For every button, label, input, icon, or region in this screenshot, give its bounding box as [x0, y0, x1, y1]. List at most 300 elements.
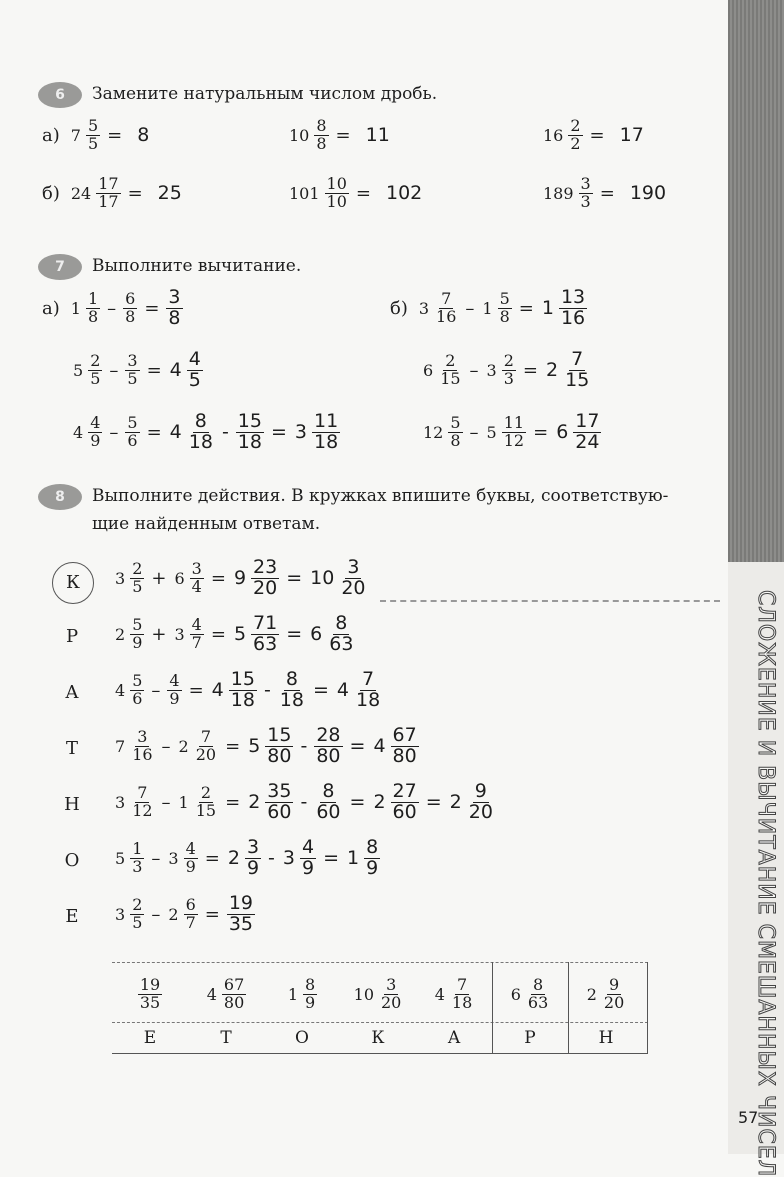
numerator: 19	[139, 974, 161, 994]
handwritten-answer	[167, 350, 205, 391]
mixed-number	[276, 670, 308, 711]
numerator: 3	[246, 836, 260, 858]
table-cell-value	[264, 966, 340, 1022]
denominator: 5	[132, 912, 143, 932]
fraction	[467, 782, 495, 823]
whole-part: 2	[227, 847, 240, 870]
answer-letter-circle: А	[65, 682, 79, 703]
denominator: 24	[575, 430, 600, 453]
operator: =	[146, 421, 162, 443]
denominator: 8	[450, 430, 461, 450]
task8-item	[112, 726, 421, 767]
denominator: 63	[253, 632, 278, 655]
task8-item	[112, 614, 357, 655]
fraction	[187, 350, 203, 391]
whole-part: 101	[289, 183, 320, 203]
numerator: 35	[267, 780, 292, 802]
whole-part: 1	[178, 792, 189, 812]
denominator: 35	[139, 992, 161, 1012]
operator: =	[533, 421, 549, 443]
fraction	[314, 118, 328, 153]
whole-part: 4	[206, 984, 217, 1004]
fraction	[434, 291, 458, 326]
fraction	[327, 614, 355, 655]
numerator: 7	[441, 289, 452, 309]
denominator: 17	[98, 191, 119, 211]
fraction	[563, 350, 591, 391]
fraction	[86, 118, 100, 153]
operator: =	[599, 182, 615, 204]
whole-part: 5	[233, 623, 247, 646]
table-cell-letter: А	[447, 1028, 461, 1048]
numerator: 67	[223, 974, 245, 994]
fraction	[184, 897, 198, 932]
whole-part: 6	[556, 421, 569, 444]
denominator: 18	[279, 688, 304, 711]
fraction	[96, 176, 120, 211]
operator: –	[161, 791, 171, 813]
mixed-number	[553, 412, 603, 453]
task7-item-b3	[420, 412, 603, 453]
task8-title-line1: Выполните действия. В кружках впишите буквы, соответствую-	[92, 486, 669, 506]
fraction	[559, 288, 587, 329]
numerator: 2	[503, 351, 514, 371]
fraction	[579, 176, 593, 211]
operator: –	[151, 847, 161, 869]
operator: =	[127, 182, 143, 204]
whole-part: 1	[70, 298, 81, 318]
denominator: 15	[440, 368, 461, 388]
table-cell-value	[340, 966, 416, 1022]
fraction	[184, 841, 198, 876]
numerator: 8	[322, 780, 335, 802]
denominator: 5	[132, 576, 143, 596]
denominator: 80	[316, 744, 341, 767]
mixed-number	[171, 561, 205, 596]
operator: =	[323, 847, 339, 870]
fraction	[130, 841, 144, 876]
fraction	[303, 974, 317, 1012]
denominator: 20	[253, 576, 278, 599]
mixed-number	[312, 782, 344, 823]
mixed-number	[484, 415, 529, 450]
numerator: 7	[456, 974, 468, 994]
numerator: 8	[285, 668, 298, 690]
denominator: 3	[132, 856, 143, 876]
mixed-number	[112, 841, 146, 876]
denominator: 6	[132, 688, 143, 708]
denominator: 80	[392, 744, 417, 767]
whole-part: 4	[169, 421, 182, 444]
numerator: 10	[326, 174, 347, 193]
denominator: 16	[132, 744, 153, 764]
numerator: 2	[570, 116, 581, 135]
numerator: 5	[87, 116, 99, 135]
divider-dashed	[380, 600, 720, 602]
operator: -	[300, 791, 308, 814]
fraction	[130, 673, 144, 708]
numerator: 8	[366, 836, 379, 858]
fraction	[312, 412, 340, 453]
mixed-number	[286, 176, 351, 211]
row-label: а)	[42, 124, 60, 146]
mixed-number	[307, 614, 357, 655]
operator: –	[161, 735, 171, 757]
denominator: 9	[169, 688, 180, 708]
numerator: 3	[127, 351, 138, 371]
denominator: 9	[246, 856, 260, 879]
whole-part: 6	[310, 623, 323, 646]
operator: =	[204, 847, 220, 869]
denominator: 7	[185, 912, 196, 932]
numerator: 4	[169, 671, 180, 691]
task8-item	[112, 782, 497, 823]
mixed-number	[539, 288, 589, 329]
operator: =	[107, 124, 123, 146]
numerator: 4	[301, 836, 315, 858]
fraction	[236, 412, 264, 453]
fraction	[251, 558, 279, 599]
numerator: 9	[608, 974, 620, 994]
fraction	[88, 353, 102, 388]
fraction	[138, 974, 162, 1012]
whole-part: 12	[423, 422, 444, 442]
handwritten-solution	[245, 782, 497, 823]
operator: =	[355, 182, 371, 204]
numerator: 7	[571, 348, 584, 370]
mixed-number	[112, 785, 157, 820]
numerator: 7	[200, 727, 211, 747]
denominator: 18	[314, 430, 339, 453]
numerator: 8	[194, 410, 207, 432]
fraction	[568, 118, 582, 153]
mixed-number	[540, 118, 585, 153]
mixed-number	[176, 729, 221, 764]
whole-part: 4	[434, 984, 445, 1004]
numerator: 13	[560, 286, 586, 308]
whole-part: 2	[168, 904, 179, 924]
denominator: 6	[127, 430, 138, 450]
fraction	[502, 415, 526, 450]
denominator: 18	[230, 688, 255, 711]
mixed-number	[171, 617, 205, 652]
fraction	[502, 353, 516, 388]
whole-part: 6	[423, 360, 434, 380]
mixed-number	[225, 894, 257, 935]
operator: =	[425, 791, 442, 814]
answer-table	[112, 962, 648, 1054]
denominator: 9	[301, 856, 315, 879]
denominator: 5	[188, 368, 201, 391]
handwritten-solution	[245, 726, 421, 767]
denominator: 8	[316, 133, 327, 153]
mixed-number	[136, 974, 164, 1012]
operator: =	[188, 679, 204, 701]
row-label: б)	[42, 182, 60, 204]
denominator: 60	[316, 800, 341, 823]
mixed-number	[484, 353, 518, 388]
mixed-number	[112, 617, 146, 652]
table-cell-value	[112, 966, 188, 1022]
mixed-number	[164, 288, 184, 329]
operator: +	[151, 567, 167, 589]
table-cell-value	[188, 966, 264, 1022]
mixed-number	[292, 412, 342, 453]
operator: -	[268, 847, 275, 870]
mixed-number	[312, 726, 344, 767]
page-number: 57	[738, 1108, 759, 1127]
task-number-6: 6	[38, 82, 82, 108]
answer-letter-circle: Е	[65, 906, 79, 927]
task8-item	[112, 838, 382, 879]
fraction	[190, 617, 204, 652]
denominator: 18	[237, 430, 262, 453]
fraction	[602, 974, 626, 1012]
fraction	[498, 291, 512, 326]
fraction	[229, 670, 257, 711]
denominator: 63	[329, 632, 354, 655]
numerator: 3	[168, 286, 181, 308]
numerator: 1	[132, 839, 143, 859]
fraction	[573, 412, 601, 453]
denominator: 20	[468, 800, 493, 823]
fraction	[130, 785, 154, 820]
row-label: а)	[42, 297, 60, 319]
denominator: 16	[560, 306, 586, 329]
operator: –	[469, 359, 479, 381]
handwritten-answer	[164, 288, 184, 329]
mixed-number	[204, 974, 249, 1012]
whole-part: 3	[294, 421, 307, 444]
mixed-number	[112, 729, 157, 764]
mixed-number	[508, 974, 553, 1012]
denominator: 4	[191, 576, 202, 596]
whole-part: 5	[115, 848, 126, 868]
numerator: 2	[132, 895, 143, 915]
denominator: 20	[381, 992, 402, 1012]
fraction	[314, 726, 342, 767]
whole-part: 3	[486, 360, 497, 380]
operator: -	[300, 735, 308, 758]
denominator: 9	[366, 856, 379, 879]
fraction	[300, 838, 316, 879]
table-cell-letter: Т	[220, 1028, 232, 1048]
denominator: 5	[127, 368, 138, 388]
numerator: 8	[532, 974, 544, 994]
operator: –	[151, 903, 161, 925]
handwritten-answer	[167, 412, 343, 453]
answer-letter-circle: Н	[64, 794, 80, 815]
fraction	[438, 353, 462, 388]
fraction	[123, 291, 137, 326]
fraction	[130, 561, 144, 596]
operator: -	[263, 679, 271, 702]
operator: =	[210, 567, 226, 589]
mixed-number	[167, 412, 217, 453]
mixed-number	[231, 558, 281, 599]
whole-part: 6	[510, 984, 521, 1004]
operator: –	[465, 297, 475, 319]
fraction	[364, 838, 380, 879]
numerator: 6	[185, 895, 196, 915]
whole-part: 3	[115, 904, 126, 924]
denominator: 9	[132, 632, 143, 652]
mixed-number	[432, 974, 477, 1012]
numerator: 4	[185, 839, 196, 859]
fraction	[265, 782, 293, 823]
handwritten-solution	[231, 558, 370, 599]
numerator: 17	[98, 174, 119, 193]
whole-part: 2	[248, 791, 261, 814]
handwritten-answer	[539, 288, 589, 329]
fraction	[325, 176, 349, 211]
mixed-number	[245, 782, 295, 823]
mixed-number	[245, 726, 295, 767]
numerator: 27	[392, 780, 417, 802]
denominator: 9	[90, 430, 101, 450]
mixed-number	[334, 670, 384, 711]
denominator: 16	[436, 306, 457, 326]
mixed-number	[165, 673, 183, 708]
denominator: 8	[168, 306, 181, 329]
mixed-number	[123, 353, 141, 388]
whole-part: 1	[541, 297, 554, 320]
operator: +	[151, 623, 167, 645]
table-cell-value	[416, 966, 492, 1022]
task6-item	[286, 176, 422, 211]
table-cell-letter: О	[295, 1028, 309, 1048]
fraction	[379, 974, 403, 1012]
row-label: б)	[390, 297, 408, 319]
numerator: 4	[191, 615, 202, 635]
mixed-number	[286, 118, 331, 153]
mixed-number	[167, 350, 205, 391]
fraction	[88, 415, 102, 450]
numerator: 17	[575, 410, 600, 432]
answer-letter-circle: К	[52, 562, 94, 604]
mixed-number	[479, 291, 513, 326]
fraction	[354, 670, 382, 711]
denominator: 8	[87, 306, 99, 326]
mixed-number	[420, 353, 465, 388]
numerator: 28	[316, 724, 341, 746]
numerator: 23	[253, 556, 278, 578]
task6-item	[540, 176, 666, 211]
task6-item	[540, 118, 644, 153]
fraction	[227, 894, 255, 935]
task8-item	[112, 894, 257, 935]
fraction	[130, 897, 144, 932]
whole-part: 5	[486, 422, 497, 442]
table-cell-letter: Р	[524, 1028, 536, 1048]
task7-item-b1	[390, 288, 589, 329]
task8-item	[112, 558, 370, 599]
handwritten-answer: 190	[629, 182, 667, 205]
mixed-number	[70, 415, 104, 450]
denominator: 8	[499, 306, 510, 326]
mixed-number	[165, 897, 199, 932]
numerator: 71	[253, 612, 278, 634]
denominator: 5	[90, 368, 101, 388]
fraction	[125, 353, 139, 388]
mixed-number	[112, 673, 146, 708]
sidebar-texture	[728, 0, 784, 562]
mixed-number	[307, 558, 369, 599]
denominator: 15	[565, 368, 590, 391]
mixed-number	[68, 291, 102, 326]
answer-letter-circle: Т	[65, 738, 78, 759]
numerator: 3	[347, 556, 360, 578]
whole-part: 3	[115, 568, 126, 588]
operator: -	[221, 421, 229, 444]
whole-part: 16	[543, 125, 564, 145]
numerator: 7	[137, 783, 148, 803]
denominator: 35	[228, 912, 254, 935]
operator: =	[144, 297, 160, 319]
numerator: 67	[392, 724, 417, 746]
chapter-sidebar	[728, 0, 784, 1177]
denominator: 7	[191, 632, 202, 652]
numerator: 8	[335, 612, 348, 634]
numerator: 15	[267, 724, 292, 746]
fraction	[391, 726, 419, 767]
whole-part: 189	[543, 183, 574, 203]
fraction	[86, 291, 100, 326]
chapter-title: СЛОЖЕНИЕ И ВЫЧИТАНИЕ СМЕШАННЫХ ЧИСЕЛ	[753, 590, 778, 1177]
denominator: 20	[341, 576, 366, 599]
fraction	[130, 617, 144, 652]
whole-part: 9	[233, 567, 247, 590]
whole-part: 1	[287, 984, 298, 1004]
mixed-number	[447, 782, 497, 823]
fraction	[222, 974, 246, 1012]
fraction	[251, 614, 279, 655]
handwritten-answer	[553, 412, 603, 453]
table-cell-letter: Е	[143, 1028, 157, 1048]
fraction	[450, 974, 474, 1012]
fraction	[278, 670, 306, 711]
handwritten-solution	[225, 838, 382, 879]
numerator: 9	[474, 780, 487, 802]
operator: =	[286, 623, 303, 646]
task8-title-line2: щие найденным ответам.	[92, 514, 321, 534]
whole-part: 2	[586, 984, 597, 1004]
denominator: 18	[356, 688, 381, 711]
operator: –	[107, 297, 117, 319]
whole-part: 3	[168, 848, 179, 868]
denominator: 15	[195, 800, 217, 820]
denominator: 3	[503, 368, 514, 388]
whole-part: 3	[115, 792, 126, 812]
answer-letter-circle: О	[64, 850, 80, 871]
numerator: 8	[316, 116, 327, 135]
numerator: 5	[499, 289, 510, 309]
operator: =	[312, 679, 329, 702]
numerator: 15	[237, 410, 262, 432]
handwritten-solution	[209, 670, 385, 711]
operator: –	[109, 421, 119, 443]
mixed-number	[176, 785, 221, 820]
operator: –	[469, 421, 479, 443]
mixed-number	[370, 726, 420, 767]
numerator: 2	[90, 351, 101, 371]
fraction	[166, 288, 182, 329]
operator: =	[522, 359, 539, 381]
task-number-8: 8	[38, 484, 82, 510]
denominator: 60	[267, 800, 292, 823]
whole-part: 24	[70, 183, 92, 203]
whole-part: 5	[248, 735, 261, 758]
